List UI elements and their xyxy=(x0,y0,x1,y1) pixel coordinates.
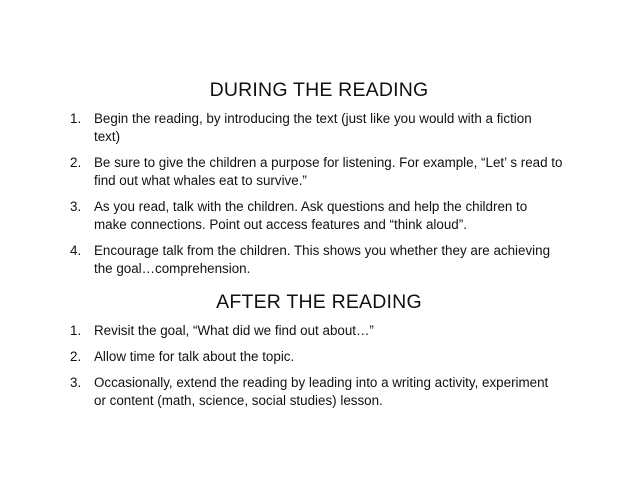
item-number: 1. xyxy=(70,323,82,338)
section-heading-after: AFTER THE READING xyxy=(216,291,422,313)
item-text: As you read, talk with the children. Ask questions and help the children to make connections. Point out access features and “think aloud”. xyxy=(94,199,528,232)
list-item xyxy=(70,348,570,366)
list-item xyxy=(70,110,570,146)
list-item xyxy=(70,374,570,410)
item-number: 3. xyxy=(70,199,82,214)
item-text: Begin the reading, by introducing the text (just like you would with a fiction text) xyxy=(94,111,532,144)
item-text: Encourage talk from the children. This shows you whether they are achieving the goal…comprehension. xyxy=(94,243,551,276)
item-text: Revisit the goal, “What did we find out about…” xyxy=(94,323,374,338)
list-item xyxy=(70,242,570,278)
item-number: 2. xyxy=(70,155,82,170)
item-text: Be sure to give the children a purpose for listening. For example, “Let’ s read to find out what whales eat to survive.” xyxy=(94,155,563,188)
during-reading-list xyxy=(70,110,570,286)
after-reading-list xyxy=(70,322,570,418)
item-text: Allow time for talk about the topic. xyxy=(94,349,295,364)
item-number: 1. xyxy=(70,111,82,126)
item-number: 2. xyxy=(70,349,82,364)
item-number: 4. xyxy=(70,243,82,258)
item-number: 3. xyxy=(70,375,82,390)
list-item xyxy=(70,322,570,340)
list-item xyxy=(70,154,570,190)
section-heading-during: DURING THE READING xyxy=(209,79,429,101)
item-text: Occasionally, extend the reading by leading into a writing activity, experiment or content (math, science, social studies) lesson. xyxy=(94,375,549,408)
list-item xyxy=(70,198,570,234)
